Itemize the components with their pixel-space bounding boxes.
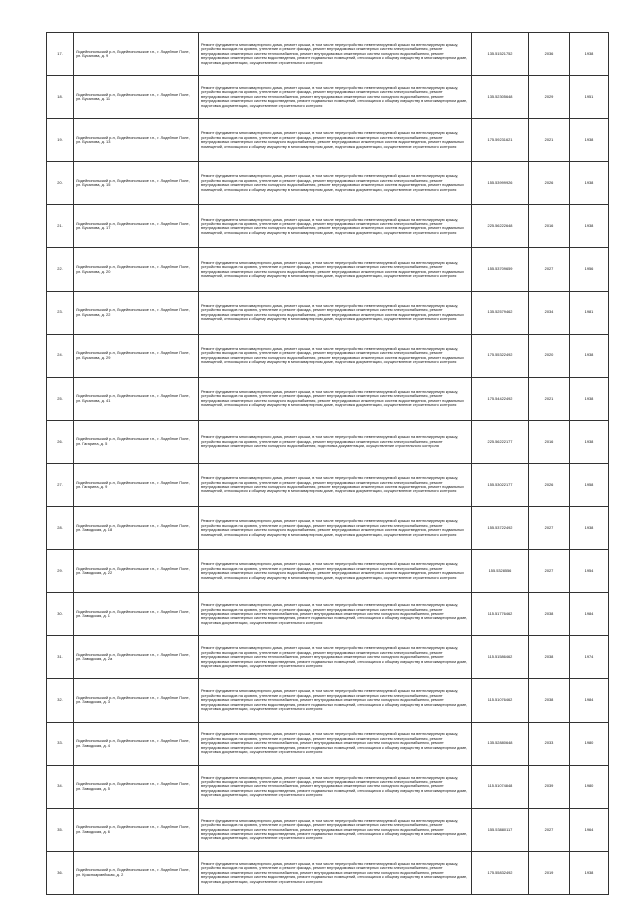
address-line-2: ул. Бусалова, д. 20 [76,268,111,274]
table-row [47,205,609,248]
address-cell [74,808,199,851]
build-year: 1964 [584,826,594,832]
row-number-cell [47,248,74,291]
build-year-cell [570,808,609,851]
build-year-cell [570,377,609,420]
address-line-2: ул. Гагарина, д. 5 [76,440,108,446]
row-number-cell [47,162,74,205]
build-year: 1980 [584,783,594,789]
works-description-cell [199,291,472,334]
build-year-cell [570,291,609,334]
cost-value: 135.52579462 [487,309,513,315]
cost-cell [472,507,529,550]
planned-year: 2019 [544,869,554,875]
address-line-1: Лодейнопольский р-н, Лодейнопольское г.п., г. Лодейное Поле, [76,177,190,183]
row-number: 27. [57,481,63,487]
build-year-cell [570,205,609,248]
address-cell [74,722,199,765]
table-row [47,851,609,894]
address-cell [74,679,199,722]
cost-value: 155.53022177 [487,481,513,487]
address-line-2: ул. Красноармейская, д. 2 [76,871,124,877]
build-year-cell [570,851,609,894]
works-description-cell [199,205,472,248]
works-description-cell [199,808,472,851]
planned-year-cell [529,76,570,119]
address-cell [74,76,199,119]
planned-year: 2026 [544,180,554,186]
planned-year-cell [529,808,570,851]
cost-value: 155.53709659 [487,266,513,272]
address-line-2: ул. Бусалова, д. 9 [76,53,109,59]
works-description-cell [199,636,472,679]
address-line-2: ул. Заводская, д. 4 [76,742,110,748]
planned-year-cell [529,679,570,722]
works-description-cell [199,722,472,765]
address-line-2: ул. Гагарина, д. 9 [76,483,108,489]
address-cell [74,851,199,894]
cost-cell [472,636,529,679]
works-description: Ремонт фундамента многоквартирного дома, ремонт крыши, в том числе переустройство невентилируемой крыши на вентилируемую крышу, устройство выходов на кровлю, утепление и ремонт фасада, ремонт внутридомовых инженерных систем электроснабжения, ремонт внутридомовых инженерных систем холодного водоснабжения, подготовка документации, осуществление строительного контроля [201,434,459,449]
planned-year: 2034 [544,309,554,315]
build-year-cell [570,76,609,119]
capital-repair-table [46,32,609,895]
build-year-cell [570,507,609,550]
address-line-1: Лодейнопольский р-н, Лодейнопольское г.п., г. Лодейное Поле, [76,738,190,744]
build-year-cell [570,550,609,593]
row-number: 31. [57,654,63,660]
cost-value: 115.51776462 [487,611,513,617]
build-year-cell [570,248,609,291]
address-cell [74,593,199,636]
planned-year-cell [529,33,570,76]
build-year-cell [570,636,609,679]
address-cell [74,33,199,76]
planned-year: 2038 [544,611,554,617]
planned-year-cell [529,765,570,808]
address-line-1: Лодейнопольский р-н, Лодейнопольское г.п., г. Лодейное Поле, [76,307,190,313]
row-number: 23. [57,309,63,315]
works-description-cell [199,765,472,808]
cost-value: 155.5328556 [488,567,512,573]
planned-year: 2021 [544,137,554,142]
address-line-1: Лодейнопольский р-н, Лодейнопольское г.п., г. Лодейное Поле, [76,608,190,614]
works-description-cell [199,463,472,506]
address-line-2: ул. Бусалова, д. 13 [76,139,111,145]
row-number: 35. [57,826,63,832]
address-cell [74,334,199,377]
row-number: 21. [57,223,63,229]
cost-cell [472,248,529,291]
address-line-2: ул. Бусалова, д. 11 [76,96,111,102]
planned-year-cell [529,507,570,550]
works-description-cell [199,851,472,894]
planned-year: 2027 [544,567,554,573]
works-description: Ремонт фундамента многоквартирного дома, ремонт крыши, в том числе переустройство невентилируемой крыши на вентилируемую крышу, устройство выходов на кровлю, утепление и ремонт фасада, ремонт внутридомовых инженерных систем электроснабжения, ремонт внутридомовых инженерных систем холодного водоснабжения, ремонт внутридомовых инженерных систем водоотведения, ремонт подвальных помещений, относящихся к общему имуществу в многоквартирном доме, подготовка документации, осуществление строительного контроля [201,173,464,192]
works-description-cell [199,334,472,377]
planned-year-cell [529,377,570,420]
row-number-cell [47,377,74,420]
address-line-2: ул. Заводская, д. 1 [76,613,110,619]
works-description: Ремонт фундамента многоквартирного дома, ремонт крыши, в том числе переустройство невентилируемой крыши на вентилируемую крышу, устройство выходов на кровлю, утепление и ремонт фасада, ремонт внутридомовых инженерных систем электроснабжения, ремонт внутридомовых инженерных систем холодного водоснабжения, ремонт внутридомовых инженерных систем водоотведения, ремонт подвальных помещений, относящихся к общему имуществу в многоквартирном доме, подготовка документации, осуществление строительного контроля [201,561,464,580]
address-line-2: ул. Бусалова, д. 29 [76,354,111,360]
address-line-1: Лодейнопольский р-н, Лодейнопольское г.п., г. Лодейное Поле, [76,350,190,356]
address-line-1: Лодейнопольский р-н, Лодейнопольское г.п., г. Лодейное Поле, [76,565,190,571]
planned-year-cell [529,550,570,593]
build-year-cell [570,463,609,506]
cost-value: 135.52880648 [487,740,513,746]
row-number: 19. [57,137,63,142]
cost-cell [472,851,529,894]
build-year-cell [570,593,609,636]
works-description: Ремонт фундамента многоквартирного дома, ремонт крыши, в том числе переустройство невентилируемой крыши на вентилируемую крышу, устройство выходов на кровлю, утепление и ремонт фасада, ремонт внутридомовых инженерных систем электроснабжения, ремонт внутридомовых инженерных систем холодного водоснабжения, ремонт внутридомовых инженерных систем водоотведения, ремонт подвальных помещений, относящихся к общему имуществу в многоквартирном доме, подготовка документации, осуществление строительного контроля [201,259,464,278]
build-year: 1958 [584,481,594,487]
cost-cell [472,33,529,76]
works-description: Ремонт фундамента многоквартирного дома, ремонт крыши, в том числе переустройство невентилируемой крыши на вентилируемую крышу, устройство выходов на кровлю, утепление и ремонт фасада, ремонт внутридомовых инженерных систем электроснабжения, ремонт внутридомовых инженерных систем холодного водоснабжения, ремонт внутридомовых инженерных систем водоотведения, ремонт подвальных помещений, относящихся к общему имуществу в многоквартирном доме, подготовка документации, осуществление строительного контроля [201,475,464,494]
row-number-cell [47,851,74,894]
row-number: 36. [57,869,63,875]
cost-value: 225.56222648 [487,223,513,229]
cost-cell [472,420,529,463]
planned-year-cell [529,420,570,463]
works-description-cell [199,377,472,420]
planned-year: 2027 [544,266,554,272]
row-number: 34. [57,783,63,789]
table-row [47,550,609,593]
table-row [47,334,609,377]
planned-year: 2038 [544,697,554,703]
address-cell [74,550,199,593]
address-cell [74,420,199,463]
address-line-1: Лодейнопольский р-н, Лодейнопольское г.п., г. Лодейное Поле, [76,48,190,54]
table-row [47,722,609,765]
cost-cell [472,722,529,765]
cost-cell [472,205,529,248]
planned-year: 2016 [544,438,554,444]
works-description: Ремонт фундамента многоквартирного дома, ремонт крыши, в том числе переустройство невентилируемой крыши на вентилируемую крышу, устройство выходов на кровлю, утепление и ремонт фасада, ремонт внутридомовых инженерных систем электроснабжения, ремонт внутридомовых инженерных систем теплоснабжения, ремонт внутридомовых инженерных систем холодного водоснабжения, ремонт внутридомовых инженерных систем водоотведения, ремонт подвальных помещений, относящихся к общему имуществу в многоквартирном доме, подготовка документации, осуществление строительного контроля [201,85,468,108]
address-line-1: Лодейнопольский р-н, Лодейнопольское г.п., г. Лодейное Поле, [76,781,190,787]
planned-year-cell [529,851,570,894]
cost-cell [472,162,529,205]
row-number: 17. [57,50,63,56]
works-description-cell [199,507,472,550]
build-year: 1938 [584,395,594,401]
build-year: 1951 [584,93,594,99]
works-description: Ремонт фундамента многоквартирного дома, ремонт крыши, в том числе переустройство невентилируемой крыши на вентилируемую крышу, устройство выходов на кровлю, утепление и ремонт фасада, ремонт внутридомовых инженерных систем электроснабжения, ремонт внутридомовых инженерных систем теплоснабжения, ремонт внутридомовых инженерных систем холодного водоснабжения, ремонт внутридомовых инженерных систем водоотведения, ремонт подвальных помещений, относящихся к общему имуществу в многоквартирном доме, подготовка документации, осуществление строительного контроля [201,688,468,712]
cost-cell [472,76,529,119]
planned-year-cell [529,205,570,248]
build-year: 1938 [584,50,594,56]
build-year-cell [570,33,609,76]
address-line-1: Лодейнопольский р-н, Лодейнопольское г.п., г. Лодейное Поле, [76,824,190,830]
address-line-2: ул. Заводская, д. 5 [76,785,110,791]
works-description-cell [199,420,472,463]
cost-value: 115.51074848 [487,783,513,789]
cost-cell [472,550,529,593]
row-number-cell [47,291,74,334]
cost-value: 155.53722492 [487,524,513,530]
address-line-2: ул. Заводская, д. 6 [76,828,110,834]
works-description: Ремонт фундамента многоквартирного дома, ремонт крыши, в том числе переустройство невентилируемой крыши на вентилируемую крышу, устройство выходов на кровлю, утепление и ремонт фасада, ремонт внутридомовых инженерных систем электроснабжения, ремонт внутридомовых инженерных систем холодного водоснабжения, ремонт внутридомовых инженерных систем водоотведения, ремонт подвальных помещений, относящихся к общему имуществу в многоквартирном доме, подготовка документации, осуществление строительного контроля [201,388,464,408]
works-description: Ремонт фундамента многоквартирного дома, ремонт крыши, в том числе переустройство невентилируемой крыши на вентилируемую крышу, устройство выходов на кровлю, утепление и ремонт фасада, ремонт внутридомовых инженерных систем электроснабжения, ремонт внутридомовых инженерных систем теплоснабжения, ремонт внутридомовых инженерных систем холодного водоснабжения, ремонт внутридомовых инженерных систем водоотведения, ремонт подвальных помещений, относящихся к общему имуществу в многоквартирном доме, подготовка документации, осуществление строительного контроля [201,774,468,798]
planned-year-cell [529,162,570,205]
row-number-cell [47,420,74,463]
address-cell [74,205,199,248]
address-line-2: ул. Заводская, д. 22 [76,570,113,576]
row-number-cell [47,119,74,162]
planned-year: 2033 [544,740,554,746]
address-line-2: ул. Бусалова, д. 17 [76,225,111,231]
row-number: 20. [57,180,63,186]
address-line-1: Лодейнопольский р-н, Лодейнопольское г.п., г. Лодейное Поле, [76,220,190,226]
row-number-cell [47,679,74,722]
address-cell [74,507,199,550]
address-cell [74,162,199,205]
works-description: Ремонт фундамента многоквартирного дома, ремонт крыши, в том числе переустройство невентилируемой крыши на вентилируемую крышу, устройство выходов на кровлю, утепление и ремонт фасада, ремонт внутридомовых инженерных систем электроснабжения, ремонт внутридомовых инженерных систем теплоснабжения, ремонт внутридомовых инженерных систем холодного водоснабжения, ремонт внутридомовых инженерных систем водоотведения, ремонт подвальных помещений, относящихся к общему имуществу в многоквартирном доме, подготовка документации, осуществление строительного контроля [201,41,468,65]
cost-value: 115.51586462 [487,654,513,660]
works-description: Ремонт фундамента многоквартирного дома, ремонт крыши, в том числе переустройство невентилируемой крыши на вентилируемую крышу, устройство выходов на кровлю, утепление и ремонт фасада, ремонт внутридомовых инженерных систем электроснабжения, ремонт внутридомовых инженерных систем теплоснабжения, ремонт внутридомовых инженерных систем холодного водоснабжения, ремонт внутридомовых инженерных систем водоотведения, ремонт подвальных помещений, относящихся к общему имуществу в многоквартирном доме, подготовка документации, осуществление строительного контроля [201,645,468,669]
build-year-cell [570,722,609,765]
address-line-1: Лодейнопольский р-н, Лодейнопольское г.п., г. Лодейное Поле, [76,479,190,485]
build-year-cell [570,162,609,205]
row-number: 18. [57,93,63,99]
cost-cell [472,679,529,722]
cost-value: 155.53999926 [487,180,513,186]
build-year: 1938 [584,180,594,186]
table-row [47,507,609,550]
row-number-cell [47,636,74,679]
address-line-2: ул. Бусалова, д. 22 [76,311,111,317]
table-row [47,463,609,506]
row-number: 26. [57,438,63,444]
planned-year: 2026 [544,481,554,487]
table-row [47,679,609,722]
build-year-cell [570,420,609,463]
row-number-cell [47,593,74,636]
table-row [47,377,609,420]
row-number: 22. [57,266,63,272]
works-description: Ремонт фундамента многоквартирного дома, ремонт крыши, в том числе переустройство невентилируемой крыши на вентилируемую крышу, устройство выходов на кровлю, утепление и ремонт фасада, ремонт внутридомовых инженерных систем электроснабжения, ремонт внутридомовых инженерных систем теплоснабжения, ремонт внутридомовых инженерных систем холодного водоснабжения, ремонт внутридомовых инженерных систем водоотведения, ремонт подвальных помещений, относящихся к общему имуществу в многоквартирном доме, подготовка документации, осуществление строительного контроля [201,731,468,755]
address-line-1: Лодейнопольский р-н, Лодейнопольское г.п., г. Лодейное Поле, [76,393,190,399]
planned-year-cell [529,334,570,377]
build-year-cell [570,334,609,377]
works-description: Ремонт фундамента многоквартирного дома, ремонт крыши, в том числе переустройство невентилируемой крыши на вентилируемую крышу, устройство выходов на кровлю, утепление и ремонт фасада, ремонт внутридомовых инженерных систем электроснабжения, ремонт внутридомовых инженерных систем теплоснабжения, ремонт внутридомовых инженерных систем холодного водоснабжения, ремонт внутридомовых инженерных систем водоотведения, ремонт подвальных помещений, относящихся к общему имуществу в многоквартирном доме, подготовка документации, осуществление строительного контроля [201,817,468,841]
planned-year-cell [529,722,570,765]
works-description: Ремонт фундамента многоквартирного дома, ремонт крыши, в том числе переустройство невентилируемой крыши на вентилируемую крышу, устройство выходов на кровлю, утепление и ремонт фасада, ремонт внутридомовых инженерных систем электроснабжения, ремонт внутридомовых инженерных систем теплоснабжения, ремонт внутридомовых инженерных систем холодного водоснабжения, ремонт внутридомовых инженерных систем водоотведения, ремонт подвальных помещений, относящихся к общему имуществу в многоквартирном доме, подготовка документации, осуществление строительного контроля [201,602,468,625]
address-cell [74,377,199,420]
address-line-1: Лодейнопольский р-н, Лодейнопольское г.п., г. Лодейное Поле, [76,695,190,700]
address-line-2: ул. Бусалова, д. 41 [76,397,111,403]
cost-cell [472,593,529,636]
build-year: 1938 [584,137,594,142]
planned-year-cell [529,119,570,162]
table-row [47,636,609,679]
cost-value: 155.53880117 [487,826,513,832]
build-year: 1956 [584,266,594,272]
cost-value: 175.59231621 [487,137,513,142]
planned-year-cell [529,636,570,679]
address-line-1: Лодейнопольский р-н, Лодейнопольское г.п., г. Лодейное Поле, [76,134,190,140]
works-description-cell [199,76,472,119]
cost-value: 175.54422492 [487,395,513,401]
works-description-cell [199,119,472,162]
works-description: Ремонт фундамента многоквартирного дома, ремонт крыши, в том числе переустройство невентилируемой крыши на вентилируемую крышу, устройство выходов на кровлю, утепление и ремонт фасада, ремонт внутридомовых инженерных систем электроснабжения, ремонт внутридомовых инженерных систем холодного водоснабжения, ремонт внутридомовых инженерных систем водоотведения, ремонт подвальных помещений, относящихся к общему имуществу в многоквартирном доме, подготовка документации, осуществление строительного контроля [201,518,464,537]
address-line-1: Лодейнопольский р-н, Лодейнопольское г.п., г. Лодейное Поле, [76,91,190,97]
table-row [47,420,609,463]
build-year: 1981 [584,309,594,315]
build-year-cell [570,119,609,162]
planned-year-cell [529,291,570,334]
build-year: 1984 [584,611,594,617]
build-year: 1938 [584,352,594,358]
build-year: 1954 [584,567,594,573]
build-year-cell [570,765,609,808]
row-number-cell [47,507,74,550]
address-cell [74,248,199,291]
row-number-cell [47,765,74,808]
planned-year: 2027 [544,826,554,832]
row-number-cell [47,76,74,119]
address-line-2: ул. Заводская, д. 2а [76,656,113,662]
address-line-1: Лодейнопольский р-н, Лодейнопольское г.п., г. Лодейное Поле, [76,522,190,528]
row-number-cell [47,550,74,593]
row-number: 28. [57,524,63,530]
address-cell [74,119,199,162]
table-row [47,248,609,291]
cost-value: 175.55322492 [487,352,513,358]
works-description-cell [199,162,472,205]
address-line-1: Лодейнопольский р-н, Лодейнопольское г.п., г. Лодейное Поле, [76,867,190,873]
works-description-cell [199,593,472,636]
build-year: 1938 [584,438,594,444]
table-body [47,33,609,895]
address-line-1: Лодейнопольский р-н, Лодейнопольское г.п., г. Лодейное Поле, [76,436,190,442]
planned-year: 2020 [544,352,554,358]
row-number: 32. [57,697,63,703]
build-year: 1938 [584,524,594,530]
works-description: Ремонт фундамента многоквартирного дома, ремонт крыши, в том числе переустройство невентилируемой крыши на вентилируемую крышу, устройство выходов на кровлю, утепление и ремонт фасада, ремонт внутридомовых инженерных систем электроснабжения, ремонт внутридомовых инженерных систем холодного водоснабжения, ремонт внутридомовых инженерных систем водоотведения, ремонт подвальных помещений, относящихся к общему имуществу в многоквартирном доме, подготовка документации, осуществление строительного контроля [201,216,464,235]
row-number-cell [47,334,74,377]
table-row [47,76,609,119]
planned-year: 2029 [544,93,554,99]
build-year: 1938 [584,223,594,229]
address-line-1: Лодейнопольский р-н, Лодейнопольское г.п., г. Лодейное Поле, [76,264,190,270]
row-number-cell [47,33,74,76]
planned-year-cell [529,248,570,291]
planned-year: 2039 [544,783,554,789]
works-description-cell [199,33,472,76]
cost-cell [472,119,529,162]
planned-year: 2021 [544,395,554,401]
address-line-2: ул. Бусалова, д. 15 [76,182,111,188]
cost-cell [472,377,529,420]
table-row [47,593,609,636]
cost-value: 225.56222177 [487,438,513,444]
table-row [47,808,609,851]
cost-value: 175.55832492 [487,869,513,875]
works-description: Ремонт фундамента многоквартирного дома, ремонт крыши, в том числе переустройство невентилируемой крыши на вентилируемую крышу, устройство выходов на кровлю, утепление и ремонт фасада, ремонт внутридомовых инженерных систем электроснабжения, ремонт внутридомовых инженерных систем холодного водоснабжения, ремонт внутридомовых инженерных систем водоотведения, ремонт подвальных помещений, относящихся к общему имуществу в многоквартирном доме, подготовка документации, осуществление строительного контроля [201,302,464,322]
address-line-2: ул. Заводская, д. 3 [76,699,110,705]
address-cell [74,636,199,679]
cost-value: 115.51076462 [487,697,513,703]
build-year: 1980 [584,740,594,746]
table-row [47,765,609,808]
row-number-cell [47,808,74,851]
table-row [47,291,609,334]
works-description-cell [199,679,472,722]
build-year: 1938 [584,869,594,875]
cost-value: 135.52305648 [487,93,513,99]
address-cell [74,765,199,808]
planned-year: 2027 [544,524,554,530]
planned-year-cell [529,593,570,636]
row-number: 29. [57,567,63,573]
cost-cell [472,765,529,808]
row-number: 33. [57,740,63,746]
table-row [47,119,609,162]
works-description: Ремонт фундамента многоквартирного дома, ремонт крыши, в том числе переустройство невентилируемой крыши на вентилируемую крышу, устройство выходов на кровлю, утепление и ремонт фасада, ремонт внутридомовых инженерных систем электроснабжения, ремонт внутридомовых инженерных систем теплоснабжения, ремонт внутридомовых инженерных систем холодного водоснабжения, ремонт внутридомовых инженерных систем водоотведения, ремонт подвальных помещений, относящихся к общему имуществу в многоквартирном доме, подготовка документации, осуществление строительного контроля [201,860,468,884]
cost-cell [472,463,529,506]
address-cell [74,291,199,334]
table-row [47,162,609,205]
works-description-cell [199,248,472,291]
build-year: 1984 [584,697,594,703]
planned-year: 2038 [544,654,554,660]
cost-cell [472,808,529,851]
works-description: Ремонт фундамента многоквартирного дома, ремонт крыши, в том числе переустройство невентилируемой крыши на вентилируемую крышу, устройство выходов на кровлю, утепление и ремонт фасада, ремонт внутридомовых инженерных систем электроснабжения, ремонт внутридомовых инженерных систем холодного водоснабжения, ремонт внутридомовых инженерных систем водоотведения, ремонт подвальных помещений, относящихся к общему имуществу в многоквартирном доме, подготовка документации, осуществление строительного контроля [201,130,464,149]
row-number: 30. [57,611,63,617]
cost-cell [472,291,529,334]
address-line-1: Лодейнопольский р-н, Лодейнопольское г.п., г. Лодейное Поле, [76,651,190,657]
row-number: 24. [57,352,63,358]
cost-value: 135.51521752 [487,50,513,56]
address-cell [74,463,199,506]
row-number-cell [47,463,74,506]
planned-year: 2036 [544,50,554,56]
planned-year: 2016 [544,223,554,229]
cost-cell [472,334,529,377]
table-row [47,33,609,76]
row-number: 25. [57,395,63,401]
build-year-cell [570,679,609,722]
planned-year-cell [529,463,570,506]
row-number-cell [47,205,74,248]
works-description: Ремонт фундамента многоквартирного дома, ремонт крыши, в том числе переустройство невентилируемой крыши на вентилируемую крышу, устройство выходов на кровлю, утепление и ремонт фасада, ремонт внутридомовых инженерных систем электроснабжения, ремонт внутридомовых инженерных систем холодного водоснабжения, ремонт внутридомовых инженерных систем водоотведения, ремонт подвальных помещений, относящихся к общему имуществу в многоквартирном доме, подготовка документации, осуществление строительного контроля [201,345,464,365]
build-year: 1974 [584,654,594,660]
row-number-cell [47,722,74,765]
works-description-cell [199,550,472,593]
address-line-2: ул. Заводская, д. 18 [76,527,113,533]
